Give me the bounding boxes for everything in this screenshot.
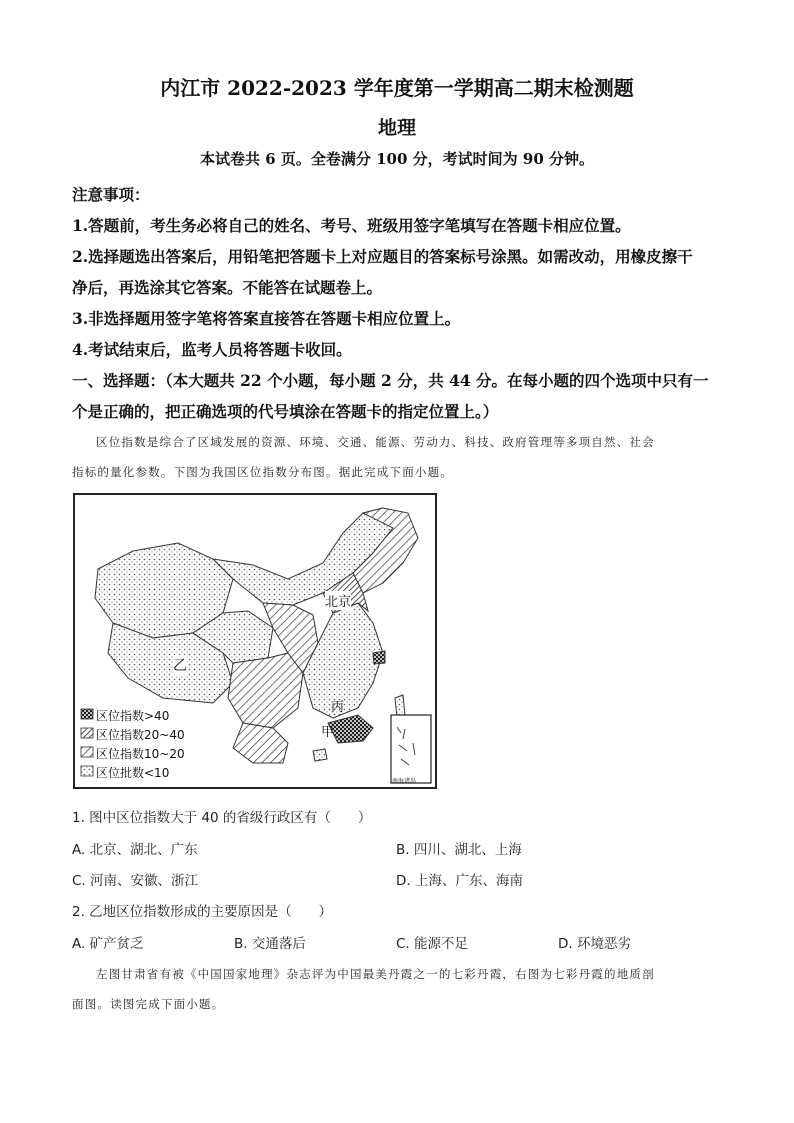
section-heading-cont: 个是正确的，把正确选项的代号填涂在答题卡的指定位置上。） bbox=[72, 402, 499, 421]
note-item-2: 2.选择题选出答案后，用铅笔把答题卡上对应题目的答案标号涂黑。如需改动，用橡皮擦干 bbox=[72, 247, 693, 266]
legend-item-3: 区位指数10~20 bbox=[96, 747, 185, 761]
question-2-stem: 2. 乙地区位指数形成的主要原因是（ ） bbox=[72, 904, 333, 920]
exam-subject: 地理 bbox=[377, 117, 416, 139]
question-1-option-d: D. 上海、广东、海南 bbox=[396, 873, 523, 889]
label-jia: 甲 bbox=[321, 725, 335, 740]
label-beijing: 北京 bbox=[325, 591, 351, 610]
question-1-option-b: B. 四川、湖北、上海 bbox=[396, 842, 522, 858]
notes-heading: 注意事项： bbox=[72, 185, 150, 204]
shanghai-region bbox=[373, 651, 385, 664]
label-yi: 乙 bbox=[173, 655, 187, 675]
legend-item-4: 区位批数<10 bbox=[96, 766, 170, 780]
exam-title: 内江市 2022-2023 学年度第一学期高二期末检测题 bbox=[160, 76, 634, 100]
question-1-option-c: C. 河南、安徽、浙江 bbox=[72, 873, 199, 889]
question-2-option-c: C. 能源不足 bbox=[396, 936, 469, 952]
legend-item-2: 区位指数20~40 bbox=[96, 728, 185, 742]
label-bing: 丙 bbox=[331, 700, 345, 715]
passage1-line1: 区位指数是综合了区域发展的资源、环境、交通、能源、劳动力、科技、政府管理等多项自然、社会 bbox=[96, 435, 655, 449]
note-item-2-cont: 净后，再选涂其它答案。不能答在试题卷上。 bbox=[72, 278, 383, 297]
legend-item-1: 区位指数>40 bbox=[96, 709, 170, 723]
exam-info: 本试卷共 6 页。全卷满分 100 分，考试时间为 90 分钟。 bbox=[200, 150, 594, 168]
passage2-line2: 面图。读图完成下面小题。 bbox=[72, 997, 225, 1011]
section-heading: 一、选择题：（本大题共 22 个小题，每小题 2 分，共 44 分。在每小题的四个选项中只有一 bbox=[72, 371, 709, 390]
note-item-4: 4.考试结束后，监考人员将答题卡收回。 bbox=[72, 340, 352, 359]
note-item-3: 3.非选择题用签字笔将答案直接答在答题卡相应位置上。 bbox=[72, 309, 461, 328]
question-1-stem: 1. 图中区位指数大于 40 的省级行政区有（ ） bbox=[72, 810, 372, 826]
passage2-line1: 左图甘肃省有被《中国国家地理》杂志评为中国最美丹霞之一的七彩丹霞，右图为七彩丹霞的地质剖 bbox=[96, 967, 655, 981]
passage1-line2: 指标的量化参数。下图为我国区位指数分布图。据此完成下面小题。 bbox=[72, 465, 453, 479]
note-item-1: 1.答题前，考生务必将自己的姓名、考号、班级用签字笔填写在答题卡相应位置。 bbox=[72, 216, 631, 235]
question-2-option-d: D. 环境恶劣 bbox=[558, 936, 631, 952]
hainan-region bbox=[313, 749, 327, 761]
question-2-option-b: B. 交通落后 bbox=[234, 936, 306, 952]
location-index-map bbox=[73, 493, 437, 789]
question-2-option-a: A. 矿产贫乏 bbox=[72, 936, 144, 952]
label-inset: 南海诸岛 bbox=[392, 778, 417, 785]
question-1-option-a: A. 北京、湖北、广东 bbox=[72, 842, 198, 858]
